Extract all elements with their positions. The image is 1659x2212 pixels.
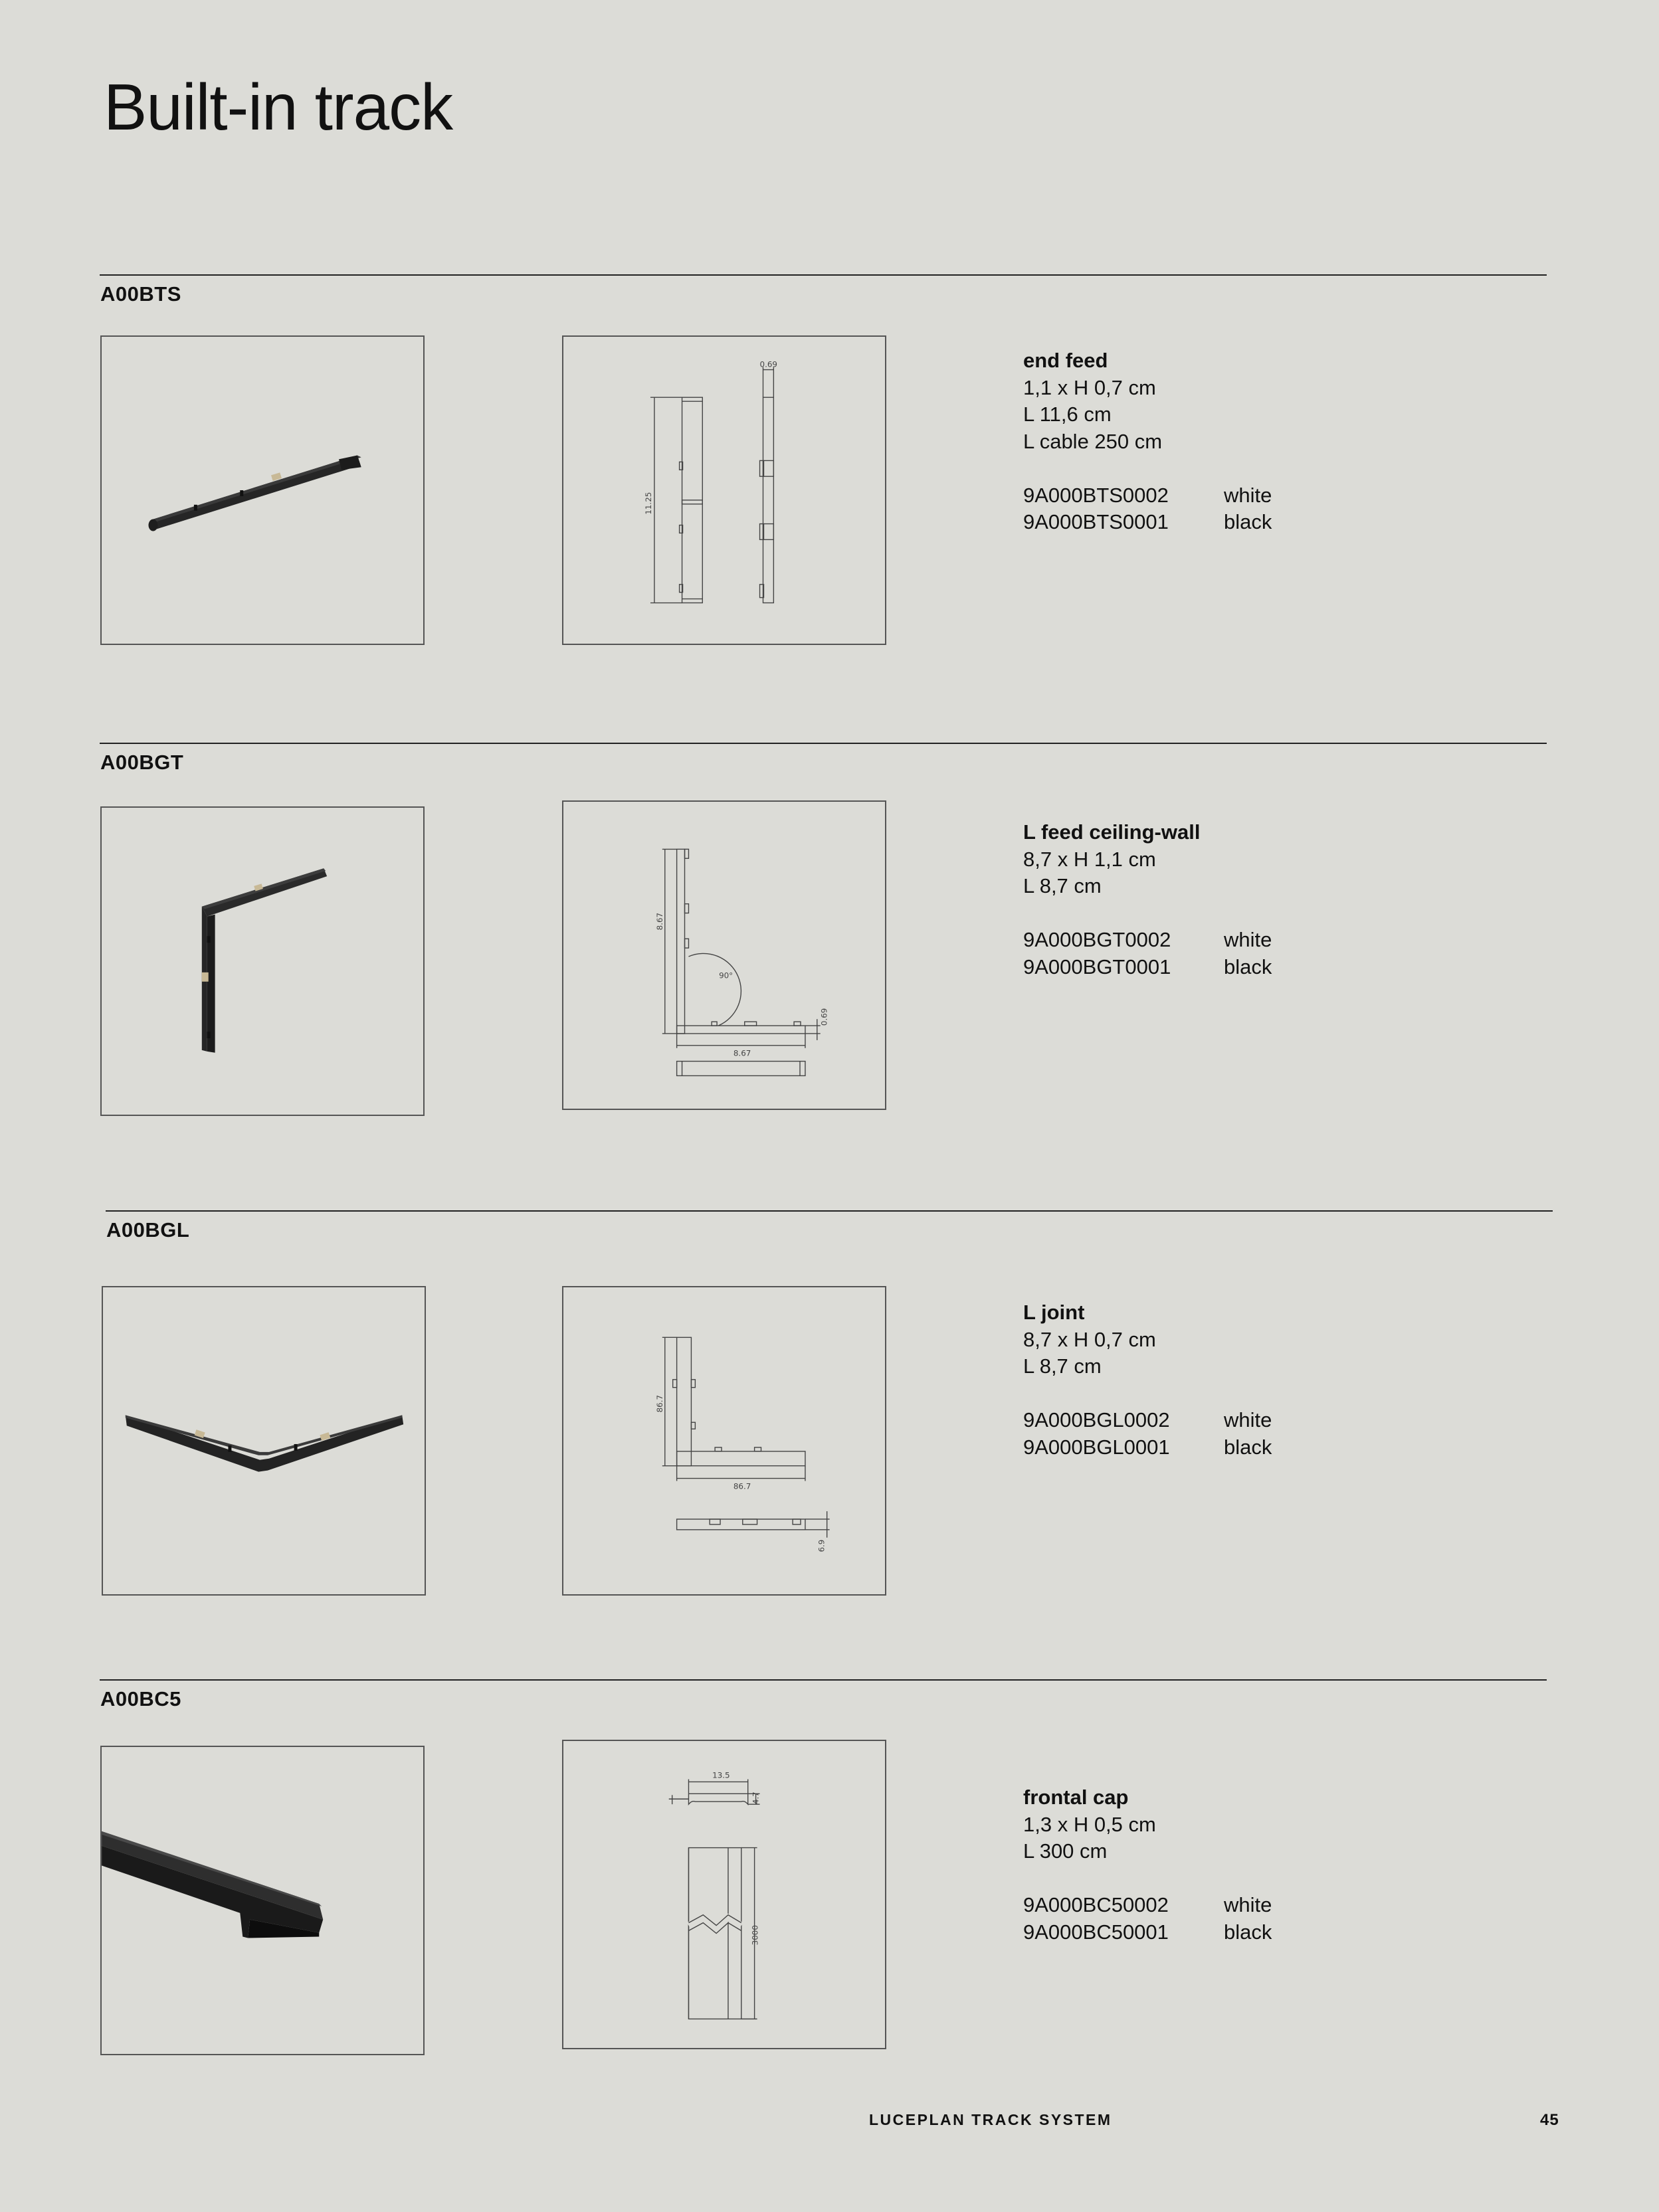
page-number: 45: [1540, 2111, 1559, 2129]
section-divider: [100, 274, 1547, 276]
product-info: [1023, 1299, 1272, 1461]
product-photo: [100, 1746, 425, 2055]
variant-sku: 9A000BGL0002: [1023, 1408, 1170, 1431]
technical-drawing: [562, 335, 886, 645]
product-name: L feed ceiling-wall: [1023, 820, 1201, 844]
product-info: [1023, 347, 1272, 536]
product-spec: L 300 cm: [1023, 1839, 1108, 1863]
product-spec: L 11,6 cm: [1023, 403, 1112, 426]
dimension-label: 11.25: [643, 492, 653, 515]
variant-row: [1023, 1892, 1272, 1919]
product-info: [1023, 819, 1272, 980]
product-spec: L 8,7 cm: [1023, 874, 1102, 897]
dimension-label: 0.69: [759, 359, 777, 369]
product-section-a00bgl: [0, 1210, 1659, 1635]
product-section-a00bts: [0, 274, 1659, 699]
product-section-a00bc5: [0, 1679, 1659, 2104]
variant-color: white: [1224, 1408, 1272, 1431]
variant-color: white: [1224, 483, 1272, 507]
l-joint-drawing: [563, 1287, 885, 1594]
dimension-label: 86.7: [733, 1481, 751, 1491]
variant-sku: 9A000BC50001: [1023, 1920, 1169, 1944]
variant-sku: 9A000BGL0001: [1023, 1435, 1170, 1459]
variant-row: [1023, 509, 1272, 536]
product-spec: 8,7 x H 1,1 cm: [1023, 847, 1156, 871]
variant-row: [1023, 1407, 1272, 1434]
dimension-label: 90°: [719, 970, 733, 980]
product-spec: L cable 250 cm: [1023, 429, 1163, 453]
product-code: A00BTS: [100, 282, 181, 306]
l-feed-drawing: [563, 802, 885, 1109]
dimension-label: 86.7: [654, 1394, 664, 1413]
dimension-label: 4.7: [751, 1792, 761, 1805]
dimension-label: 8.67: [733, 1048, 751, 1058]
technical-drawing: [562, 1740, 886, 2049]
product-name: L joint: [1023, 1301, 1085, 1324]
product-spec: 1,1 x H 0,7 cm: [1023, 375, 1156, 399]
variant-color: white: [1224, 928, 1272, 951]
technical-drawing: [562, 800, 886, 1110]
variant-row: [1023, 954, 1272, 981]
frontal-cap-drawing: [563, 1741, 885, 2048]
variant-color: black: [1224, 510, 1272, 533]
variant-row: [1023, 927, 1272, 954]
product-spec: L 8,7 cm: [1023, 1354, 1102, 1378]
end-feed-render: [102, 337, 423, 644]
variant-sku: 9A000BTS0001: [1023, 510, 1169, 533]
footer-title: LUCEPLAN TRACK SYSTEM: [869, 2111, 1112, 2128]
dimension-label: 13.5: [712, 1770, 730, 1780]
product-photo: [100, 806, 425, 1116]
dimension-label: 8.67: [654, 912, 664, 931]
variant-sku: 9A000BTS0002: [1023, 483, 1169, 507]
product-spec: 1,3 x H 0,5 cm: [1023, 1812, 1156, 1836]
section-divider: [100, 1679, 1547, 1681]
variant-sku: 9A000BGT0002: [1023, 928, 1171, 951]
product-code: A00BGL: [106, 1218, 190, 1242]
dimension-label: 3000: [750, 1925, 760, 1946]
variant-color: black: [1224, 955, 1272, 978]
variant-sku: 9A000BC50002: [1023, 1893, 1169, 1916]
product-photo: [100, 335, 425, 645]
product-photo: [102, 1286, 426, 1596]
product-spec: 8,7 x H 0,7 cm: [1023, 1327, 1156, 1351]
dimension-label: 0.69: [819, 1008, 829, 1026]
product-section-a00bgt: [0, 743, 1659, 1168]
dimension-label: 6.9: [817, 1539, 827, 1552]
product-info: [1023, 1784, 1272, 1946]
variant-row: [1023, 1434, 1272, 1461]
variant-color: black: [1224, 1435, 1272, 1459]
page-title: Built-in track: [104, 70, 453, 143]
frontal-cap-render: [102, 1747, 423, 2054]
section-divider: [106, 1210, 1553, 1212]
l-feed-render: [102, 808, 423, 1115]
product-name: end feed: [1023, 349, 1108, 372]
variant-color: white: [1224, 1893, 1272, 1916]
section-divider: [100, 743, 1547, 744]
product-code: A00BC5: [100, 1687, 181, 1710]
variant-color: black: [1224, 1920, 1272, 1944]
product-code: A00BGT: [100, 751, 184, 774]
variant-row: [1023, 482, 1272, 509]
variant-sku: 9A000BGT0001: [1023, 955, 1171, 978]
product-name: frontal cap: [1023, 1786, 1129, 1809]
technical-drawing: [562, 1286, 886, 1596]
l-joint-render: [103, 1287, 425, 1594]
end-feed-drawing: [563, 337, 885, 644]
variant-row: [1023, 1919, 1272, 1946]
